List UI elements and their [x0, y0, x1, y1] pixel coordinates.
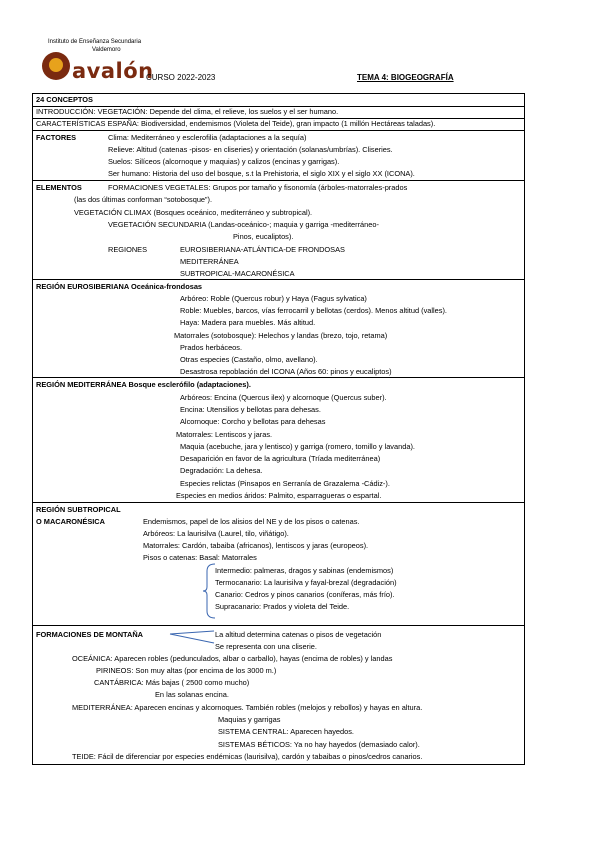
factor-clima: Clima: Mediterráneo y esclerofilia (adaptaciones a la sequía)	[108, 133, 307, 142]
medi-desaparicion: Desaparición en favor de la agricultura (Tríada mediterránea)	[180, 454, 381, 463]
euro-matorrales: Matorrales (sotobosque): Helechos y landas (brezo, tojo, retama)	[174, 331, 388, 340]
subt-arboreos: Arbóreos: La laurisilva (Laurel, tilo, viñátigo).	[143, 529, 289, 538]
montana-arrows	[168, 628, 216, 648]
subt-matorrales: Matorrales: Cardón, tabaiba (africanos), lentiscos y jaras (europeos).	[143, 541, 369, 550]
mediterranea-title: REGIÓN MEDITERRÁNEA Bosque esclerófilo (adaptaciones).	[36, 380, 251, 389]
row-divider	[32, 180, 525, 181]
row-divider	[32, 377, 525, 378]
subt-canario: Canario: Cedros y pinos canarios (coníferas, más frío).	[215, 590, 395, 599]
medi-encina: Encina: Utensilios y bellotas para dehesas.	[180, 405, 321, 414]
institute-city: Valdemoro	[92, 47, 121, 53]
mont-sistema-central: SISTEMA CENTRAL: Aparecen hayedos.	[218, 727, 354, 736]
row-divider	[32, 130, 525, 131]
medi-matorrales: Matorrales: Lentiscos y jaras.	[176, 430, 273, 439]
intro-row: INTRODUCCIÓN: VEGETACIÓN: Depende del clima, el relieve, los suelos y el ser humano.	[36, 107, 339, 116]
row-divider	[32, 502, 525, 503]
elementos-formaciones: FORMACIONES VEGETALES: Grupos por tamaño y fisonomía (árboles-matorrales-prados	[108, 183, 408, 192]
concept-table	[32, 93, 525, 765]
subt-termocanario: Termocanario: La laurisilva y fayal-brezal (degradación)	[215, 578, 397, 587]
mont-altitud: La altitud determina catenas o pisos de vegetación	[215, 630, 382, 639]
elementos-climax: VEGETACIÓN CLIMAX (Bosques oceánico, mediterráneo y subtropical).	[74, 208, 313, 217]
topic-title: TEMA 4: BIOGEOGRAFÍA	[357, 73, 454, 82]
row-divider	[32, 279, 525, 280]
euro-prados: Prados herbáceos.	[180, 343, 243, 352]
region-mediterranea: MEDITERRÁNEA	[180, 257, 239, 266]
concepts-heading: 24 CONCEPTOS	[36, 95, 93, 104]
mont-cliserie: Se representa con una cliserie.	[215, 642, 317, 651]
region-subtropical: SUBTROPICAL-MACARONÉSICA	[180, 269, 295, 278]
subt-pisos: Pisos o catenas: Basal: Matorrales	[143, 553, 257, 562]
mont-maquias: Maquias y garrigas	[218, 715, 281, 724]
elementos-sotobosque: (las dos últimas conforman “sotobosque”).	[74, 195, 213, 204]
mont-mediterranea: MEDITERRÁNEA: Aparecen encinas y alcornoques. También robles (melojos y rebollos) y hayas en altura.	[72, 703, 423, 712]
factor-relieve: Relieve: Altitud (catenas -pisos- en cliseries) y orientación (solanas/umbrías). Cliseries.	[108, 145, 393, 154]
subtropical-title-2: O MACARONÉSICA	[36, 517, 105, 526]
euro-haya: Haya: Madera para muebles. Más altitud.	[180, 318, 316, 327]
medi-degradacion: Degradación: La dehesa.	[180, 466, 263, 475]
euro-icona: Desastrosa repoblación del ICONA (Años 60: pinos y eucaliptos)	[180, 367, 392, 376]
brand-wordmark: avalón	[72, 59, 154, 83]
mont-sistemas-beticos: SISTEMAS BÉTICOS: Ya no hay hayedos (demasiado calor).	[218, 740, 420, 749]
elementos-secundaria: VEGETACIÓN SECUNDARIA (Landas-oceánico-; maquia y garriga -mediterráneo-	[108, 220, 379, 229]
euro-otras: Otras especies (Castaño, olmo, avellano).	[180, 355, 318, 364]
institute-name: Instituto de Enseñanza Secundaria	[48, 39, 142, 45]
pisos-bracket	[202, 563, 216, 619]
eurosiberiana-title: REGIÓN EUROSIBERIANA Oceánica-frondosas	[36, 282, 203, 291]
subt-endemismos: Endemismos, papel de los alisios del NE y de los pisos o catenas.	[143, 517, 360, 526]
mont-oceanica: OCEÁNICA: Aparecen robles (pedunculados, albar o carballo), hayas (encima de robles) y landas	[72, 654, 393, 663]
medi-arboreos: Arbóreos: Encina (Quercus ilex) y alcornoque (Quercus suber).	[180, 393, 387, 402]
elementos-secundaria-cont: Pinos, eucaliptos).	[233, 232, 294, 241]
medi-relictas: Especies relictas (Pinsapos en Serranía de Grazalema -Cádiz-).	[180, 479, 390, 488]
euro-arboreo: Arbóreo: Roble (Quercus robur) y Haya (Fagus sylvatica)	[180, 294, 367, 303]
medi-maquia: Maquia (acebuche, jara y lentisco) y garriga (romero, tomillo y lavanda).	[180, 442, 415, 451]
medi-aridos: Especies en medios áridos: Palmito, esparragueras o espartal.	[176, 491, 382, 500]
medi-alcornoque: Alcornoque: Corcho y bellotas para dehesas	[180, 417, 326, 426]
elementos-title: ELEMENTOS	[36, 183, 82, 192]
subt-supracanario: Supracanario: Prados y violeta del Teide.	[215, 602, 350, 611]
subtropical-title: REGIÓN SUBTROPICAL	[36, 505, 121, 514]
subt-intermedio: Intermedio: palmeras, dragos y sabinas (endemismos)	[215, 566, 394, 575]
spain-characteristics-row: CARACTERÍSTICAS ESPAÑA: Biodiversidad, endemismos (Violeta del Teide), gran impacto (1 millón Hectáreas taladas).	[36, 119, 436, 128]
factor-suelos: Suelos: Silíceos (alcornoque y maquias) y calizos (encinas y garrigas).	[108, 157, 340, 166]
region-eurosiberiana: EUROSIBERIANA-ATLÁNTICA-DE FRONDOSAS	[180, 245, 345, 254]
factores-title: FACTORES	[36, 133, 77, 142]
school-logo-center	[49, 58, 63, 72]
mont-teide: TEIDE: Fácil de diferenciar por especies endémicas (laurisilva), cardón y tabaibas o pinos/cedros canarios.	[72, 752, 423, 761]
mont-pirineos: PIRINEOS: Son muy altas (por encima de los 3000 m.)	[96, 666, 277, 675]
montana-title: FORMACIONES DE MONTAÑA	[36, 630, 144, 639]
factor-ser-humano: Ser humano: Historia del uso del bosque, s.t la Prehistoria, el siglo XIX y el siglo XX (ICONA).	[108, 169, 415, 178]
row-divider	[32, 625, 525, 626]
course-label: CURSO 2022-2023	[146, 73, 216, 82]
mont-cantabrica: CANTÁBRICA: Más bajas ( 2500 como mucho)	[94, 678, 250, 687]
regiones-label: REGIONES	[108, 245, 148, 254]
mont-solanas: En las solanas encina.	[155, 690, 229, 699]
euro-roble: Roble: Muebles, barcos, vías ferrocarril y bellotas (cerdos). Menos altitud (valles).	[180, 306, 447, 315]
